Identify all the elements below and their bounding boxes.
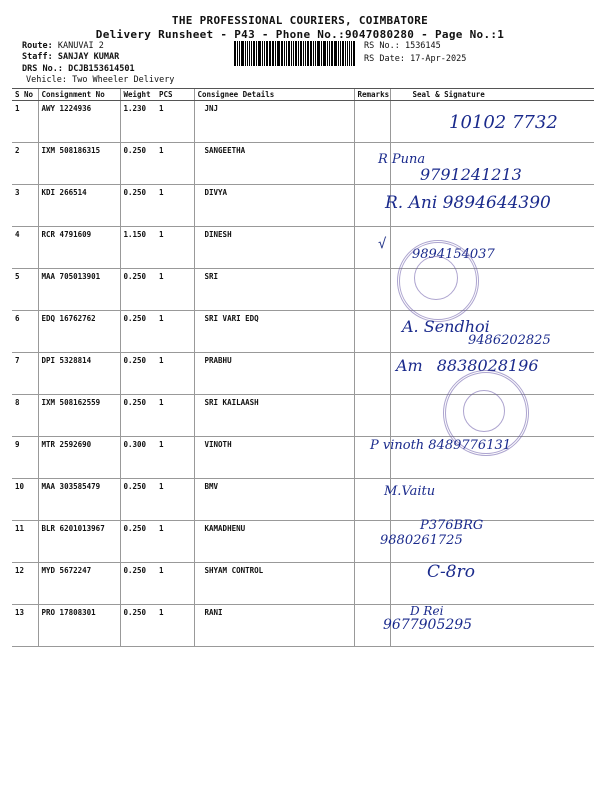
col-remarks: Remarks [354, 89, 390, 101]
runsheet-title: Delivery Runsheet - P43 - Phone No.:9047080280 - Page No.:1 [95, 28, 505, 41]
staff-value: SANJAY KUMAR [57, 52, 120, 62]
sno-cell: 5 [12, 269, 38, 311]
signature-10: M.Vaitu [384, 484, 436, 499]
consignee-cell: VINOTH [194, 437, 354, 479]
remarks-cell [354, 395, 390, 437]
consignment-cell: EDQ 16762762 [38, 311, 120, 353]
pcs-cell: 1 [156, 143, 194, 185]
signature-12: C-8ro [427, 562, 475, 582]
seal-stamp-2-inner [463, 390, 505, 432]
sno-cell: 11 [12, 521, 38, 563]
weight-cell: 0.250 [120, 521, 156, 563]
pcs-cell: 1 [156, 479, 194, 521]
rs-no-label: RS No.: [364, 41, 400, 51]
signature-2b: 9791241213 [420, 165, 522, 184]
remarks-cell [354, 101, 390, 143]
pcs-cell: 1 [156, 353, 194, 395]
pcs-cell: 1 [156, 605, 194, 647]
staff-line [22, 52, 119, 62]
weight-cell: 0.250 [120, 479, 156, 521]
col-consignment: Consignment No [38, 89, 120, 101]
consignee-cell: SRI VARI EDQ [194, 311, 354, 353]
consignment-cell: MYD 5672247 [38, 563, 120, 605]
vehicle-line [26, 75, 174, 85]
consignee-cell: SRI [194, 269, 354, 311]
weight-cell: 0.250 [120, 563, 156, 605]
vehicle-label: Vehicle: [26, 75, 67, 85]
consignment-cell: PRO 17808301 [38, 605, 120, 647]
rs-date-value: 17-Apr-2025 [410, 54, 467, 64]
sno-cell: 10 [12, 479, 38, 521]
pcs-cell: 1 [156, 437, 194, 479]
table-row [12, 227, 594, 269]
signature-13a: D Rei [410, 604, 444, 618]
route-line [22, 41, 104, 51]
remarks-cell [354, 269, 390, 311]
col-consignee: Consignee Details [194, 89, 354, 101]
rs-date-line [364, 54, 466, 64]
drs-value: DCJB153614501 [68, 64, 135, 74]
sno-cell: 4 [12, 227, 38, 269]
weight-cell: 0.250 [120, 353, 156, 395]
sno-cell: 2 [12, 143, 38, 185]
col-sno: S No [12, 89, 38, 101]
consignment-cell: DPI 5328814 [38, 353, 120, 395]
staff-label: Staff: [22, 52, 53, 62]
consignment-cell: BLR 6201013967 [38, 521, 120, 563]
col-pcs: PCS [156, 89, 194, 101]
table-row [12, 563, 594, 605]
consignment-cell: RCR 4791609 [38, 227, 120, 269]
consignment-cell: IXM 508162559 [38, 395, 120, 437]
sno-cell: 3 [12, 185, 38, 227]
signature-7: Am 8838028196 [396, 356, 539, 375]
table-row [12, 605, 594, 647]
consignee-cell: RANI [194, 605, 354, 647]
consignment-cell: MTR 2592690 [38, 437, 120, 479]
sno-cell: 6 [12, 311, 38, 353]
signature-13b: 9677905295 [383, 617, 473, 633]
signature-11b: 9880261725 [380, 533, 463, 548]
pcs-cell: 1 [156, 395, 194, 437]
pcs-cell: 1 [156, 101, 194, 143]
signature-11a: P376BRG [420, 518, 484, 533]
drs-line [22, 64, 135, 74]
signature-6b: 9486202825 [468, 333, 551, 348]
weight-cell: 0.250 [120, 269, 156, 311]
weight-cell: 0.250 [120, 605, 156, 647]
consignee-cell: SHYAM CONTROL [194, 563, 354, 605]
consignment-cell: MAA 303585479 [38, 479, 120, 521]
rs-no-value: 1536145 [404, 41, 441, 51]
rs-no-line [364, 41, 441, 51]
signature-3: R. Ani 9894644390 [385, 193, 551, 213]
route-label: Route: [22, 41, 53, 51]
signature-4: 9894154037 [412, 247, 495, 262]
signature-2a: R Puna [378, 152, 426, 167]
table-row [12, 269, 594, 311]
company-title: THE PROFESSIONAL COURIERS, COIMBATORE [171, 14, 429, 27]
sig-1-text: 10102 7732 [449, 112, 558, 133]
remarks-cell [354, 353, 390, 395]
consignee-cell: DIVYA [194, 185, 354, 227]
barcode [234, 41, 356, 66]
consignment-cell: AWY 1224936 [38, 101, 120, 143]
weight-cell: 0.250 [120, 143, 156, 185]
drs-label: DRS No.: [22, 64, 63, 74]
sno-cell: 7 [12, 353, 38, 395]
sno-cell: 12 [12, 563, 38, 605]
remarks-cell [354, 563, 390, 605]
sno-cell: 8 [12, 395, 38, 437]
rs-date-label: RS Date: [364, 54, 405, 64]
pcs-cell: 1 [156, 563, 194, 605]
consignee-cell: JNJ [194, 101, 354, 143]
signature-1 [393, 112, 558, 133]
pcs-cell: 1 [156, 269, 194, 311]
pcs-cell: 1 [156, 185, 194, 227]
consignment-cell: IXM 508186315 [38, 143, 120, 185]
signature-9: P vinoth 8489776131 [370, 438, 512, 453]
weight-cell: 1.230 [120, 101, 156, 143]
signature-cell [390, 563, 594, 605]
pcs-cell: 1 [156, 227, 194, 269]
consignee-cell: KAMADHENU [194, 521, 354, 563]
col-weight: Weight [120, 89, 156, 101]
weight-cell: 0.300 [120, 437, 156, 479]
route-value: KANUVAI 2 [57, 41, 104, 51]
table-row [12, 479, 594, 521]
consignee-cell: DINESH [194, 227, 354, 269]
consignee-cell: BMV [194, 479, 354, 521]
seal-stamp-1-inner [414, 256, 458, 300]
weight-cell: 1.150 [120, 227, 156, 269]
sno-cell: 1 [12, 101, 38, 143]
weight-cell: 0.250 [120, 395, 156, 437]
consignee-cell: SANGEETHA [194, 143, 354, 185]
consignee-cell: PRABHU [194, 353, 354, 395]
consignee-cell: SRI KAILAASH [194, 395, 354, 437]
table-row [12, 521, 594, 563]
weight-cell: 0.250 [120, 185, 156, 227]
pcs-cell: 1 [156, 311, 194, 353]
vehicle-value: Two Wheeler Delivery [72, 75, 175, 85]
signature-6a: A. Sendhoi [402, 317, 490, 336]
sig-7-text: 8838028196 [436, 356, 539, 375]
remarks-cell [354, 311, 390, 353]
sno-cell: 13 [12, 605, 38, 647]
tick-mark-4: √ [378, 236, 387, 252]
consignment-cell: KDI 266514 [38, 185, 120, 227]
col-signature: Seal & Signature [390, 89, 594, 101]
sno-cell: 9 [12, 437, 38, 479]
consignment-cell: MAA 705013901 [38, 269, 120, 311]
pcs-cell: 1 [156, 521, 194, 563]
table-header [12, 89, 594, 101]
weight-cell: 0.250 [120, 311, 156, 353]
